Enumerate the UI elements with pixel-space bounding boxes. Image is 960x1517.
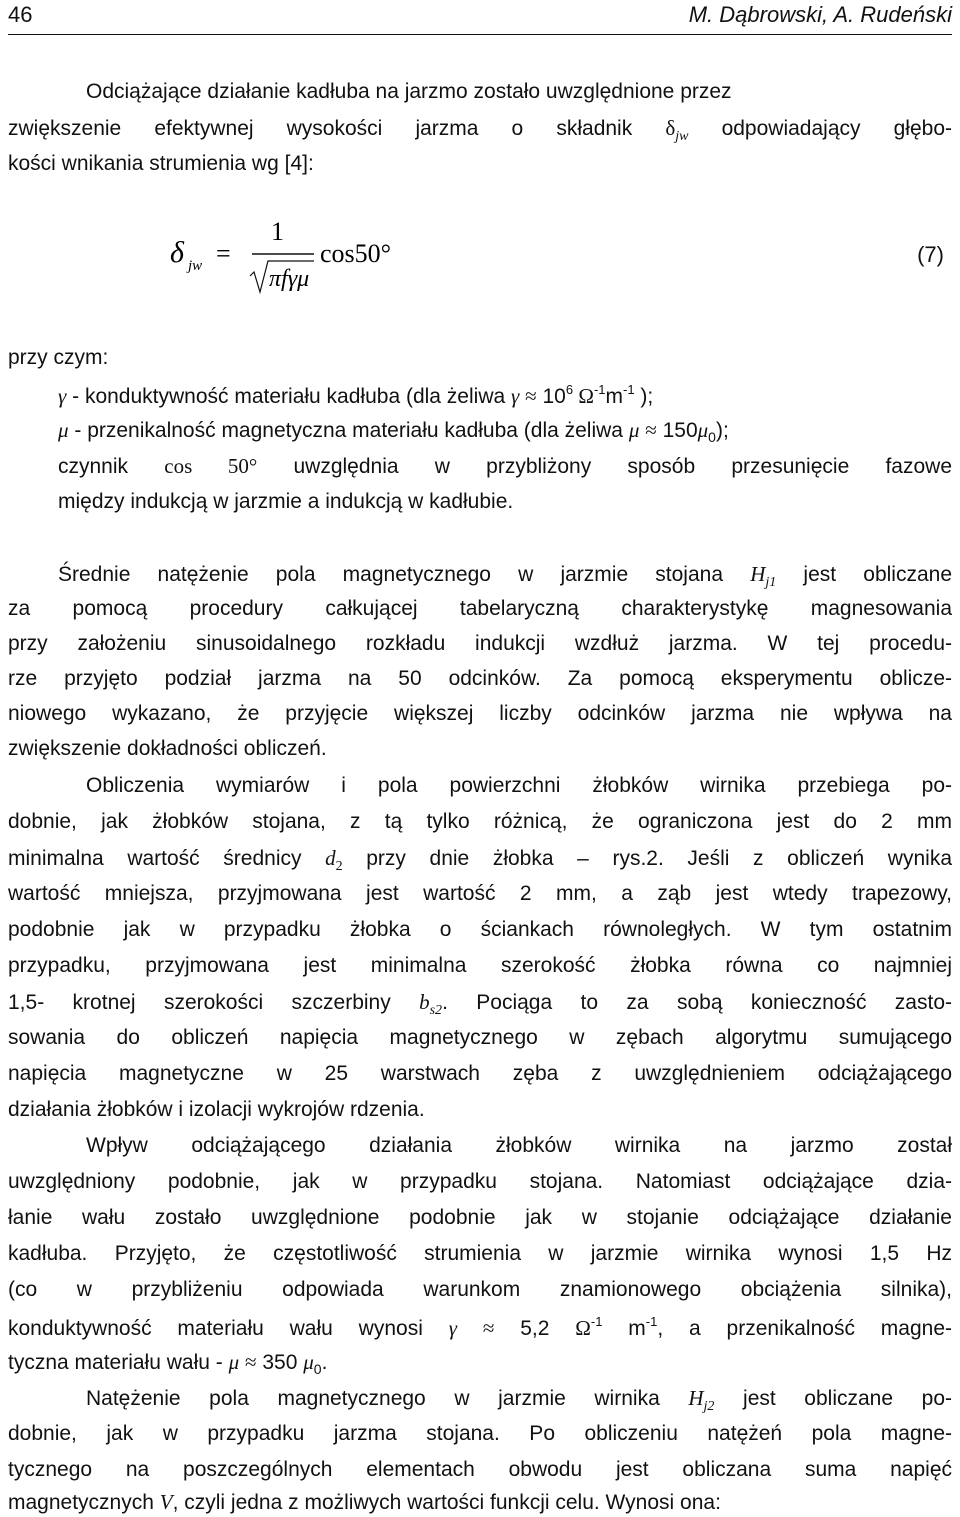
header-rule <box>8 34 952 35</box>
para3-line9: napięcia magnetyczne w 25 warstwach zęba z uwzględnieniem odciążającego <box>8 1062 952 1085</box>
para4-line1: Wpływ odciążającego działania żłobków wirnika na jarzmo został <box>86 1134 952 1157</box>
def-cos-line2: między indukcją w jarzmie a indukcją w kadłubie. <box>58 490 514 513</box>
para3-line10: działania żłobków i izolacji wykrojów rdzenia. <box>8 1098 425 1121</box>
para4-line5: (co w przybliżeniu odpowiada warunkom znamionowego obciążenia silnika), <box>8 1278 952 1301</box>
delta-symbol: δ <box>665 116 676 140</box>
para2-line6: zwiększenie dokładności obliczeń. <box>8 737 327 760</box>
symbol-H: H <box>688 1386 704 1410</box>
para1-line2 <box>8 116 952 145</box>
para5-line1 <box>86 1386 952 1415</box>
para2-line3: przy założeniu sinusoidalnego rozkładu indukcji wzdłuż jarzma. W tej procedu- <box>8 632 952 655</box>
exponent: -1 <box>645 1314 658 1329</box>
symbol-b: b <box>419 990 430 1014</box>
equation-graphic <box>168 216 468 296</box>
para5-line2: dobnie, jak w przypadku jarzma stojana. Po obliczeniu natężeń pola magne- <box>8 1422 952 1445</box>
text: jest obliczane po- <box>714 1387 952 1410</box>
text: magnetycznych <box>8 1491 160 1514</box>
equation-7 <box>168 216 468 296</box>
def-mu <box>58 418 729 445</box>
running-header-authors: M. Dąbrowski, A. Rudeński <box>688 2 952 27</box>
gamma-symbol: γ <box>511 384 520 408</box>
para3-line4: wartość mniejsza, przyjmowana jest wartość 2 mm, a ząb jest wtedy trapezowy, <box>8 882 952 905</box>
page-number: 46 <box>8 2 33 27</box>
para4-line3: łanie wału zostało uwzględnione podobnie jak w stojanie odciążające działanie <box>8 1206 952 1229</box>
text: przy dnie żłobka – rys.2. Jeśli z obliczeń wynika <box>342 847 952 870</box>
para4-line2: uwzględniony podobnie, jak w przypadku stojana. Natomiast odciążające dzia- <box>8 1170 952 1193</box>
value: 150 <box>656 419 698 442</box>
para3-line3 <box>8 846 952 875</box>
value: 350 <box>256 1351 304 1374</box>
para4-line4: kadłuba. Przyjęto, że częstotliwość strumienia w jarzmie wirnika wynosi 1,5 Hz <box>8 1242 952 1265</box>
equation-number: (7) <box>917 242 944 267</box>
para3-line8: sowania do obliczeń napięcia magnetycznego w zębach algorytmu sumującego <box>8 1026 952 1049</box>
value: 10 <box>536 385 566 408</box>
text: , a przenikalność magne- <box>657 1317 952 1340</box>
text: . Pociąga to za sobą konieczność zasto- <box>442 991 952 1014</box>
para1-line3: kości wnikania strumienia wg [4]: <box>8 152 314 175</box>
para3-line5: podobnie jak w przypadku żłobka o ściankach równoległych. W tym ostatnim <box>8 918 952 941</box>
cos-term: cos 50° <box>164 454 258 478</box>
text: - przenikalność magnetyczna materiału kadłuba (dla żeliwa <box>68 419 629 442</box>
eq-equals: = <box>216 239 231 268</box>
mu-symbol: μ <box>697 418 709 442</box>
para2-line5: niowego wykazano, że przyjęcie większej liczby odcinków jarzma nie wpływa na <box>8 702 952 725</box>
subscript: 0 <box>708 429 716 445</box>
para4-line6 <box>8 1314 952 1341</box>
text: jest obliczane <box>776 563 952 586</box>
para3-line6: przypadku, przyjmowana jest minimalna szerokość żłobka równa co najmniej <box>8 954 952 977</box>
para2-line4: rze przyjęto podział jarzma na 50 odcinków. Za pomocą eksperymentu oblicze- <box>8 667 952 690</box>
para3-line1: Obliczenia wymiarów i pola powierzchni żłobków wirnika przebiega po- <box>86 774 952 797</box>
text: tyczna materiału wału - <box>8 1351 229 1374</box>
mu-symbol: μ <box>228 1350 240 1374</box>
unit: m <box>602 1317 646 1340</box>
symbol-V: V <box>159 1490 173 1514</box>
approx-symbol: ≈ <box>525 384 537 408</box>
mu-symbol: μ <box>303 1350 314 1374</box>
text: Średnie natężenie pola magnetycznego w jarzmie stojana <box>58 563 751 586</box>
eq-numerator: 1 <box>271 217 284 246</box>
eq-lhs: δ <box>170 236 184 269</box>
mu-symbol: μ <box>58 418 69 442</box>
para1-line1: Odciążające działanie kadłuba na jarzmo zostało uwzględnione przez <box>86 80 732 103</box>
text: zwiększenie efektywnej wysokości jarzma o składnik <box>8 117 666 140</box>
ohm-symbol: Ω <box>573 384 594 408</box>
approx-symbol: ≈ <box>482 1316 495 1340</box>
text: Natężenie pola magnetycznego w jarzmie wirnika <box>86 1387 689 1410</box>
unit: m <box>605 385 624 408</box>
subscript: 2 <box>335 859 343 874</box>
text: minimalna wartość średnicy <box>8 847 326 870</box>
gamma-symbol: γ <box>58 384 67 408</box>
text: czynnik <box>58 455 165 478</box>
subscript: s2 <box>429 1003 443 1018</box>
text: 1,5- krotnej szerokości szczerbiny <box>8 991 420 1014</box>
text: odpowiadający głębo- <box>688 117 952 140</box>
subscript: 0 <box>313 1361 322 1377</box>
exponent: 6 <box>565 382 574 397</box>
para5-line4 <box>8 1490 721 1515</box>
running-header <box>8 2 952 30</box>
defs-intro: przy czym: <box>8 346 109 369</box>
ohm-symbol: Ω <box>575 1316 591 1340</box>
eq-lhs-sub: jw <box>188 258 203 274</box>
text: konduktywność materiału wału wynosi <box>8 1317 449 1340</box>
value: 5,2 <box>494 1317 576 1340</box>
symbol-H: H <box>750 562 766 586</box>
gamma-symbol: γ <box>448 1316 457 1340</box>
subscript: j1 <box>765 575 777 590</box>
approx-symbol: ≈ <box>645 418 657 442</box>
text: - konduktywność materiału kadłuba (dla żeliwa <box>66 385 511 408</box>
eq-denominator: πfγμ <box>269 266 310 292</box>
approx-symbol: ≈ <box>244 1350 257 1374</box>
para3-line7 <box>8 990 952 1019</box>
para2-line2: za pomocą procedury całkującej tabelaryczną charakterystykę magnesowania <box>8 597 952 620</box>
para5-line3: tycznego na poszczególnych elementach obwodu jest obliczana suma napięć <box>8 1458 952 1481</box>
para2-line1 <box>58 562 952 591</box>
def-cos <box>58 454 952 479</box>
text: . <box>321 1351 328 1374</box>
text: , czyli jedna z możliwych wartości funkcji celu. Wynosi ona: <box>172 1491 721 1514</box>
subscript: j2 <box>703 1399 715 1414</box>
text: ); <box>715 419 729 442</box>
text: ); <box>634 385 654 408</box>
para3-line2: dobnie, jak żłobków stojana, z tą tylko różnicą, że ograniczona jest do 2 mm <box>8 810 952 833</box>
subscript: jw <box>675 129 689 144</box>
exponent: -1 <box>623 382 635 397</box>
exponent: -1 <box>590 1314 603 1329</box>
def-gamma <box>58 382 653 409</box>
exponent: -1 <box>593 382 606 397</box>
para4-line7 <box>8 1350 327 1377</box>
symbol-d: d <box>325 846 336 870</box>
eq-rhs: cos50° <box>320 239 392 268</box>
text: uwzględnia w przybliżony sposób przesunięcie fazowe <box>257 455 952 478</box>
mu-symbol: μ <box>628 418 640 442</box>
